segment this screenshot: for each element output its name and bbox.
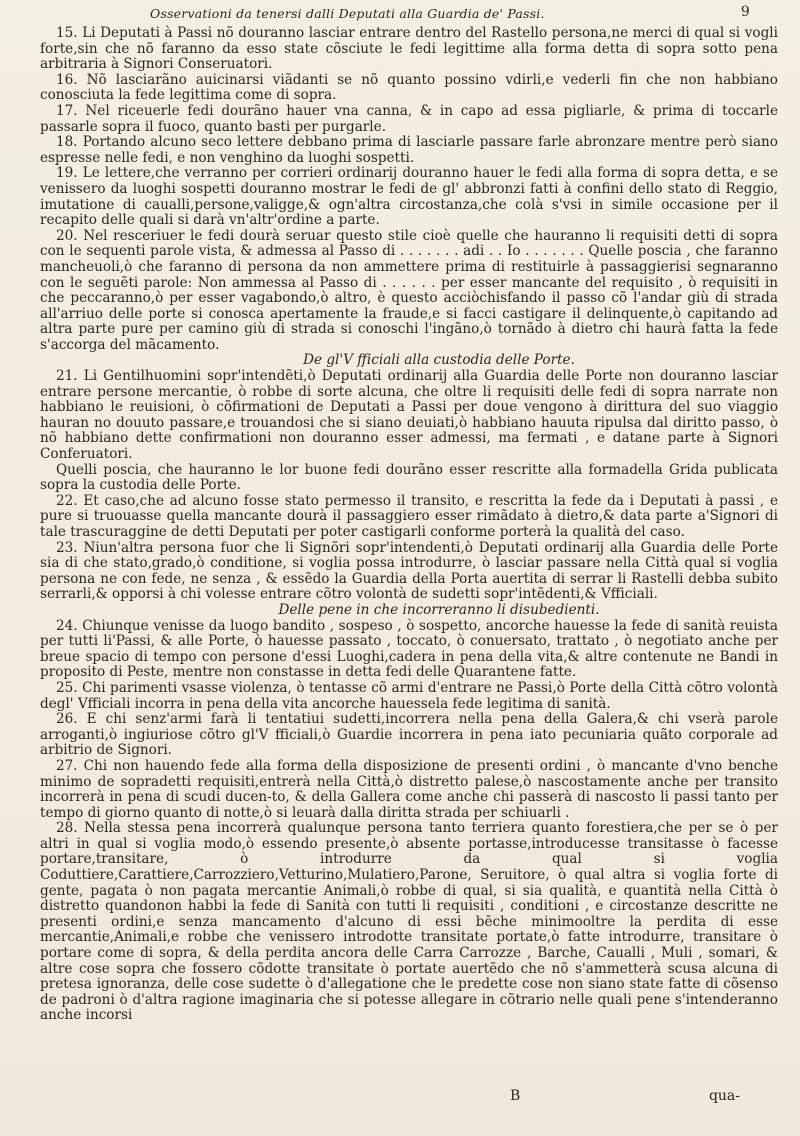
paragraph-18: 18. Portando alcuno seco lettere debbano prima di lasciarle passare farle abronzare mentre però siano espresse nelle fedi, e non venghino da luoghi sospetti. — [40, 134, 778, 166]
paragraph-19: 19. Le lettere,che verranno per corrieri ordinarij douranno hauer le fedi alla forma di sopra detta, e se venissero da luoghi sospetti douranno mostrar le fedi de gl' abbronzi fatti à confini dello stato di Reggio, imutatione di caualli,persone,valigge,& ogn'altra circostanza,che colà s'vsi in simile occasione per il recapito delle quali si darà vn'altr'ordine a parte. — [40, 165, 778, 229]
paragraph-25: 25. Chi parimenti vsasse violenza, ò tentasse cõ armi d'entrare ne Passi,ò Porte della Città cõtro volontà degl' Vfficiali incorra in pena della vita ancorche hauessela fede legitima di sanità. — [40, 679, 778, 712]
page-body — [40, 26, 778, 1024]
paragraph-21: 21. Li Gentilhuomini sopr'intendẽti,ò Deputati ordinarij alla Guardia delle Porte non douranno lasciar entrare persone mercantie, ò robbe di sorte alcuna, che oltre li requisiti delle fedi di sopra narrate non habbiano le reuisioni, ò cõfirmationi de Deputati a Passi per doue vengono à dirittura del suo viaggio hauran no douuto passare,e trouandosi che si siano deuiati,ò habbiano hauuta ripulsa dal diritto passo, ò nõ habbiano dette confirmationi non douranno esser admessi, ma fermati , e datane parte à Signori Conferuatori. — [40, 368, 778, 463]
page-footer — [40, 1088, 740, 1108]
running-title: Osservationi da tenersi dalli Deputati alla Guardia de' Passi. — [150, 6, 545, 21]
paragraph-24: 24. Chiunque venisse da luogo bandito , sospeso , ò sospetto, ancorche hauesse la fede di sanità reuista per tutti li'Passi, & alle Porte, ò hauesse passato , toccato, ò conuersato, trattato , ò negotiato anche per breue spacio di tempo con persone d'essi Luoghi,cadera in pena della vita,& altre contenute ne Bandi in proposito di Peste, mentre non constasse in detta fedi delle Quarantene fatte. — [40, 617, 778, 681]
paragraph-27: 27. Chi non hauendo fede alla forma della disposizione de presenti ordini , ò mancante d'vno benche minimo de sopradetti requisiti,entrerà nella Città,ò distretto palese,ò nascostamente anche per transito incorrerà in pena di scudi ducen-to, & della Gallera come anche chi passerà di nascosto li passi tanto per tempo di giorno quanto di notte,ò si leuarà dalla diritta strada per schiuarli . — [40, 757, 778, 821]
paragraph-quelli: Quelli poscia, che hauranno le lor buone fedi dourãno esser rescritte alla formadella Grida publicata sopra la custodia delle Porte. — [40, 461, 778, 494]
signature-mark: B — [510, 1088, 521, 1104]
paragraph-23: 23. Niun'altra persona fuor che li Signõri sopr'intendenti,ò Deputati ordinarij alla Guardia delle Porte sia di che stato,grado,ò conditione, si voglia possa introdurre, ò lasciar passare nella Città qual si voglia persona ne con fede, ne senza , & essẽdo la Guardia della Porta auertita di serrar li Rastelli debba subito serrarli,& opporsi à chi volesse entrare cõtro volontà de sudetti sopr'intẽdenti,& Vfficiali. — [40, 539, 778, 603]
paragraph-26: 26. E chi senz'armi farà li tentatiui sudetti,incorrera nella pena della Galera,& chi vserà parole arroganti,ò ingiuriose cõtro gl'V fficiali,ò Guardie incorrera in pena iato pecuniaria quãto corporale ad arbitrio de Signori. — [40, 711, 778, 759]
page-number: 9 — [740, 4, 750, 20]
paragraph-16: 16. Nõ lasciarãno auicinarsi viãdanti se nõ quanto possino vdirli,e vederli fin che non habbiano conosciuta la fede legittima come di sopra. — [40, 71, 778, 104]
paragraph-20: 20. Nel resceriuer le fedi dourà seruar questo stile cioè quelle che hauranno li requisiti detti di sopra con le sequenti parole vista, & admessa al Passo di . . . . . . . adi . . Io . . . . . . . Quelle poscia , che faranno mancheuoli,ò che faranno di persona da non ammettere prima di restituirle à passaggierisi segnaranno con le seguẽti parole: Non ammessa al Passo di . . . . . . per esser mancante del requisito , ò requisiti in che peccaranno,ò per esser vagabondo,ò altro, è questo acciòchisfando il passo cõ l'andar giù di strada all'arriuo delle porte si conosca apertamente la fraude,e si facci castigare il delinquente,ò capitando ad altra parte pure per camino giù di strada si conoschi l'ingãno,ò tornãdo à dietro chi haurà fatta la fede s'accorga del mãcamento. — [40, 227, 778, 353]
section-heading-porte: De gl'V fficiali alla custodia delle Porte. — [303, 352, 575, 369]
paragraph-28: 28. Nella stessa pena incorrerà qualunque persona tanto terriera quanto forestiera,che per se ò per altri in qual si voglia modo,ò essendo presente,ò absente portasse,introducesse transitasse ò facesse portare,transitare, ò introdurre da qual si voglia Coduttiere,Carattiere,Carrozziero,Vetturino,Mulatiero,Parone, Seruitore, ò qual altra si voglia forte di gente, pagata ò non pagata mercantie Animali,ò robbe di qual, si sia qualità, e quantità nella Città ò distretto quandonon habbi la fede di Sanità con tutti li requisiti , conditioni , e circostanze descritte ne presenti ordini,e senza mancamento d'alcuno di essi bēche minimooltre la perdita di esse mercantie,Animali,e robbe che venissero introdotte transitate portate,ò fatte introdurre, transitare ò portare come di sopra, & della perdita ancora delle Carra Carrozze , Barche, Caualli , Muli , somari, & altre cose sopra che fossero cõdotte transitate ò portate auertẽdo che nõ s'ammetterà scusa alcuna di pretesa ignoranza, delle cose sudette ò d'allegatione che le predette cose non siano state fatte di cõsenso de padroni ò d'altra ragione imaginaria che si potesse allegare in cõtrario nelle quali pene s'intenderanno anche incorsi — [40, 820, 778, 1024]
section-heading-pene: Delle pene in che incorreranno li disubedienti. — [278, 601, 600, 618]
paragraph-15: 15. Li Deputati à Passi nõ douranno lasciar entrare dentro del Rastello persona,ne merci di qual si vogli forte,sin che nõ faranno da esso state cõsciute le fedi legittime alla forma detta di sopra sotto pena arbitraria à Signori Conseruatori. — [40, 25, 778, 73]
page-header — [40, 6, 750, 24]
paragraph-22: 22. Et caso,che ad alcuno fosse stato permesso il transito, e rescritta la fede da i Deputati à passi , e pure si truouasse quella mancante dourà il passaggiero esser rimãdato à dietro,& data parte a'Signori di tale trascuraggine de detti Deputati per poter castigarli conforme porterà la qualità del caso. — [40, 492, 778, 540]
catchword: qua- — [708, 1088, 740, 1104]
paragraph-17: 17. Nel riceuerle fedi dourãno hauer vna canna, & in capo ad essa pigliarle, & prima di toccarle passarle sopra il fuoco, quanto basti per purgarle. — [40, 102, 778, 135]
